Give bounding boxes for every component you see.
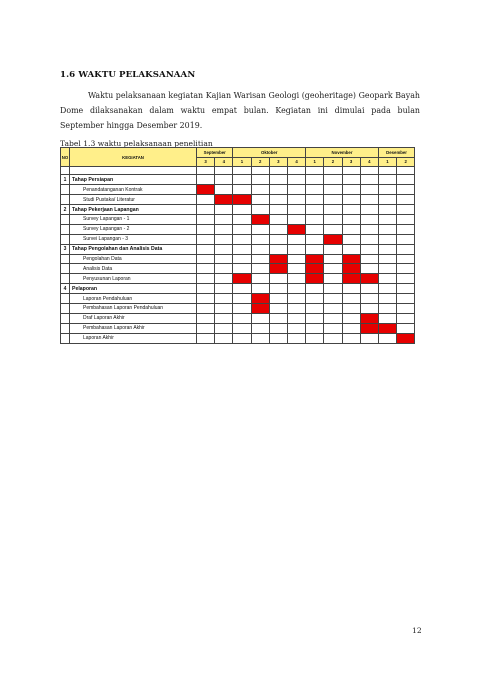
- schedule-cell: [397, 224, 415, 234]
- schedule-cell: [197, 313, 215, 323]
- schedule-cell: [287, 175, 305, 185]
- schedule-cell: [215, 175, 233, 185]
- schedule-cell-active: [306, 264, 324, 274]
- schedule-cell: [233, 294, 251, 304]
- schedule-cell: [342, 294, 360, 304]
- schedule-cell: [378, 205, 396, 215]
- schedule-cell: [324, 333, 342, 343]
- schedule-cell: [360, 195, 378, 205]
- activity-label: Pelaporan: [70, 284, 197, 294]
- activity-row: [61, 214, 415, 224]
- schedule-cell: [397, 323, 415, 333]
- schedule-cell: [287, 205, 305, 215]
- schedule-cell: [233, 333, 251, 343]
- schedule-cell: [287, 294, 305, 304]
- schedule-cell: [251, 333, 269, 343]
- schedule-cell-active: [251, 303, 269, 313]
- schedule-cell: [324, 175, 342, 185]
- week-header: 2: [251, 157, 269, 167]
- week-header: 3: [269, 157, 287, 167]
- schedule-cell: [342, 195, 360, 205]
- schedule-cell: [233, 313, 251, 323]
- schedule-cell: [360, 205, 378, 215]
- schedule-cell: [215, 224, 233, 234]
- schedule-cell: [197, 323, 215, 333]
- schedule-cell: [360, 294, 378, 304]
- schedule-cell: [215, 214, 233, 224]
- schedule-cell-active: [233, 195, 251, 205]
- spacer-cell: [233, 167, 251, 175]
- row-number: 3: [61, 244, 70, 254]
- schedule-cell: [378, 294, 396, 304]
- stage-row: [61, 244, 415, 254]
- week-header: 1: [233, 157, 251, 167]
- activity-label: Laporan Akhir: [70, 333, 197, 343]
- schedule-cell: [378, 274, 396, 284]
- schedule-cell: [378, 313, 396, 323]
- schedule-cell: [215, 264, 233, 274]
- schedule-cell-active: [251, 294, 269, 304]
- week-header: 4: [360, 157, 378, 167]
- schedule-cell: [342, 313, 360, 323]
- row-number: [61, 264, 70, 274]
- body-paragraph: [60, 88, 420, 133]
- schedule-cell: [215, 185, 233, 195]
- activity-label: Tahap Persiapan: [70, 175, 197, 185]
- paragraph-text: Waktu pelaksanaan kegiatan Kajian Warisan Geologi (geoheritage) Geopark Bayah Dome dilaksanakan dalam waktu empat bulan. Kegiatan ini dimulai pada bulan September hingga Desember 2019.: [60, 91, 420, 130]
- schedule-cell-active: [360, 323, 378, 333]
- schedule-cell-active: [233, 274, 251, 284]
- schedule-cell: [360, 333, 378, 343]
- schedule-cell: [269, 205, 287, 215]
- schedule-cell: [342, 244, 360, 254]
- activity-label: Pengolahan Data: [70, 254, 197, 264]
- schedule-cell: [269, 234, 287, 244]
- schedule-cell: [397, 303, 415, 313]
- schedule-cell: [215, 205, 233, 215]
- week-header: 4: [215, 157, 233, 167]
- schedule-cell: [197, 214, 215, 224]
- schedule-cell-active: [342, 254, 360, 264]
- schedule-cell: [287, 323, 305, 333]
- schedule-cell-active: [397, 333, 415, 343]
- row-number: [61, 224, 70, 234]
- schedule-cell: [360, 264, 378, 274]
- schedule-cell: [360, 234, 378, 244]
- row-number: 2: [61, 205, 70, 215]
- spacer-cell: [269, 167, 287, 175]
- schedule-cell: [251, 323, 269, 333]
- schedule-cell: [342, 234, 360, 244]
- schedule-cell: [397, 244, 415, 254]
- schedule-cell: [360, 303, 378, 313]
- schedule-cell: [251, 205, 269, 215]
- schedule-cell: [397, 254, 415, 264]
- schedule-cell: [197, 274, 215, 284]
- row-number: [61, 185, 70, 195]
- schedule-cell: [197, 205, 215, 215]
- schedule-cell: [306, 244, 324, 254]
- table-caption: Tabel 1.3 waktu pelaksanaan penelitian: [60, 139, 213, 148]
- schedule-cell: [324, 195, 342, 205]
- schedule-cell: [215, 333, 233, 343]
- week-header: 3: [342, 157, 360, 167]
- header-kegiatan: KEGIATAN: [70, 148, 197, 167]
- spacer-cell: [324, 167, 342, 175]
- header-no: NO: [61, 148, 70, 167]
- activity-label: Studi Pustaka/ Literatur: [70, 195, 197, 205]
- spacer-cell: [287, 167, 305, 175]
- week-header: 3: [197, 157, 215, 167]
- schedule-cell: [306, 294, 324, 304]
- schedule-cell: [306, 224, 324, 234]
- schedule-cell: [197, 244, 215, 254]
- schedule-cell: [287, 333, 305, 343]
- schedule-cell: [251, 224, 269, 234]
- schedule-cell: [324, 224, 342, 234]
- row-number: [61, 214, 70, 224]
- schedule-cell: [360, 214, 378, 224]
- schedule-cell-active: [342, 274, 360, 284]
- schedule-cell: [378, 254, 396, 264]
- schedule-cell: [306, 323, 324, 333]
- schedule-cell: [397, 175, 415, 185]
- activity-label: Draf Laporan Akhir: [70, 313, 197, 323]
- schedule-cell-active: [360, 274, 378, 284]
- schedule-cell: [397, 274, 415, 284]
- schedule-cell: [306, 175, 324, 185]
- schedule-cell: [215, 234, 233, 244]
- schedule-cell: [287, 284, 305, 294]
- schedule-cell-active: [306, 274, 324, 284]
- schedule-cell: [197, 333, 215, 343]
- schedule-cell: [197, 303, 215, 313]
- activity-label: Tahap Pengolahan dan Analisis Data: [70, 244, 197, 254]
- activity-label: Pembahasan Laporan Pendahuluan: [70, 303, 197, 313]
- schedule-cell: [233, 205, 251, 215]
- schedule-cell: [251, 175, 269, 185]
- schedule-cell: [378, 224, 396, 234]
- schedule-cell: [233, 284, 251, 294]
- row-number: 4: [61, 284, 70, 294]
- schedule-cell: [324, 303, 342, 313]
- row-number: [61, 294, 70, 304]
- schedule-cell: [324, 214, 342, 224]
- activity-label: Pembahasan Laporan Akhir: [70, 323, 197, 333]
- activity-label: Analisis Data: [70, 264, 197, 274]
- spacer-cell: [215, 167, 233, 175]
- schedule-cell: [378, 333, 396, 343]
- schedule-cell: [197, 224, 215, 234]
- activity-row: [61, 234, 415, 244]
- schedule-cell-active: [324, 234, 342, 244]
- schedule-cell: [251, 274, 269, 284]
- schedule-cell: [342, 284, 360, 294]
- schedule-cell-active: [215, 195, 233, 205]
- schedule-cell: [269, 185, 287, 195]
- activity-row: [61, 323, 415, 333]
- schedule-cell: [251, 244, 269, 254]
- schedule-cell: [324, 323, 342, 333]
- schedule-cell: [378, 195, 396, 205]
- schedule-cell: [269, 175, 287, 185]
- schedule-cell: [233, 224, 251, 234]
- schedule-cell: [324, 254, 342, 264]
- schedule-cell: [251, 264, 269, 274]
- schedule-cell-active: [378, 323, 396, 333]
- schedule-cell: [360, 175, 378, 185]
- activity-label: Survey Lapangan - 2: [70, 224, 197, 234]
- week-header: 2: [324, 157, 342, 167]
- schedule-cell: [215, 244, 233, 254]
- schedule-cell: [324, 185, 342, 195]
- schedule-cell: [197, 254, 215, 264]
- schedule-cell: [197, 284, 215, 294]
- row-number: [61, 274, 70, 284]
- schedule-cell: [324, 284, 342, 294]
- schedule-cell: [306, 214, 324, 224]
- schedule-cell: [269, 224, 287, 234]
- row-number: [61, 254, 70, 264]
- schedule-cell-active: [287, 224, 305, 234]
- schedule-cell: [287, 264, 305, 274]
- row-number: [61, 333, 70, 343]
- activity-row: [61, 195, 415, 205]
- activity-label: Survei Lapangan - 3: [70, 234, 197, 244]
- week-header: 1: [378, 157, 396, 167]
- schedule-cell: [324, 313, 342, 323]
- section-heading: 1.6 WAKTU PELAKSANAAN: [60, 70, 196, 80]
- schedule-cell: [342, 224, 360, 234]
- schedule-cell: [215, 303, 233, 313]
- spacer-row: [61, 167, 415, 175]
- stage-row: [61, 284, 415, 294]
- schedule-cell: [269, 303, 287, 313]
- activity-label: Tahap Pekerjaan Lapangan: [70, 205, 197, 215]
- schedule-body: [61, 167, 415, 343]
- schedule-cell: [215, 313, 233, 323]
- schedule-cell: [233, 214, 251, 224]
- month-header-september: September: [197, 148, 233, 158]
- activity-row: [61, 254, 415, 264]
- schedule-cell-active: [269, 254, 287, 264]
- schedule-cell: [197, 294, 215, 304]
- activity-row: [61, 185, 415, 195]
- activity-label: Penyusunan Laporan: [70, 274, 197, 284]
- schedule-cell: [287, 214, 305, 224]
- month-header-oktober: Oktober: [233, 148, 306, 158]
- schedule-cell: [251, 254, 269, 264]
- schedule-cell: [378, 185, 396, 195]
- activity-row: [61, 274, 415, 284]
- schedule-cell: [251, 234, 269, 244]
- schedule-cell: [197, 234, 215, 244]
- schedule-cell: [342, 303, 360, 313]
- schedule-cell: [306, 313, 324, 323]
- schedule-cell-active: [251, 214, 269, 224]
- schedule-cell: [306, 195, 324, 205]
- spacer-cell: [197, 167, 215, 175]
- schedule-cell: [287, 274, 305, 284]
- schedule-cell: [197, 264, 215, 274]
- schedule-cell: [360, 284, 378, 294]
- stage-row: [61, 205, 415, 215]
- schedule-cell: [324, 244, 342, 254]
- schedule-cell: [306, 333, 324, 343]
- schedule-cell: [397, 195, 415, 205]
- schedule-cell: [397, 313, 415, 323]
- schedule-cell: [251, 195, 269, 205]
- schedule-cell: [397, 284, 415, 294]
- schedule-cell: [287, 244, 305, 254]
- schedule-cell: [269, 284, 287, 294]
- schedule-cell: [324, 294, 342, 304]
- month-header-november: November: [306, 148, 379, 158]
- schedule-cell: [215, 294, 233, 304]
- activity-row: [61, 224, 415, 234]
- schedule-cell: [324, 274, 342, 284]
- schedule-cell: [360, 244, 378, 254]
- row-number: [61, 313, 70, 323]
- schedule-cell: [251, 284, 269, 294]
- schedule-cell: [251, 185, 269, 195]
- schedule-cell: [397, 264, 415, 274]
- schedule-cell: [287, 195, 305, 205]
- schedule-cell: [269, 294, 287, 304]
- schedule-cell: [233, 264, 251, 274]
- schedule-cell: [306, 205, 324, 215]
- spacer-cell: [306, 167, 324, 175]
- spacer-cell: [70, 167, 197, 175]
- schedule-table: [60, 147, 415, 344]
- schedule-cell: [397, 214, 415, 224]
- schedule-cell: [233, 303, 251, 313]
- activity-row: [61, 264, 415, 274]
- schedule-cell: [306, 234, 324, 244]
- spacer-cell: [397, 167, 415, 175]
- schedule-cell: [360, 185, 378, 195]
- schedule-cell: [378, 234, 396, 244]
- schedule-cell: [306, 303, 324, 313]
- row-number: 1: [61, 175, 70, 185]
- schedule-cell: [197, 175, 215, 185]
- activity-label: Laporan Pendahuluan: [70, 294, 197, 304]
- schedule-cell: [306, 185, 324, 195]
- row-number: [61, 303, 70, 313]
- schedule-cell: [378, 303, 396, 313]
- schedule-cell: [360, 224, 378, 234]
- activity-label: Penandatanganan Kontrak: [70, 185, 197, 195]
- schedule-cell: [397, 294, 415, 304]
- schedule-cell: [233, 244, 251, 254]
- schedule-cell: [233, 323, 251, 333]
- spacer-cell: [360, 167, 378, 175]
- schedule-cell: [233, 175, 251, 185]
- schedule-cell: [324, 205, 342, 215]
- schedule-cell: [306, 284, 324, 294]
- spacer-cell: [378, 167, 396, 175]
- schedule-cell: [269, 333, 287, 343]
- spacer-cell: [61, 167, 70, 175]
- schedule-cell-active: [342, 264, 360, 274]
- schedule-cell: [342, 205, 360, 215]
- month-header-desember: Desember: [378, 148, 414, 158]
- schedule-cell: [397, 205, 415, 215]
- schedule-cell: [342, 214, 360, 224]
- schedule-cell-active: [306, 254, 324, 264]
- week-header: 1: [306, 157, 324, 167]
- schedule-cell: [378, 175, 396, 185]
- month-header-row: [61, 148, 415, 158]
- schedule-cell: [215, 254, 233, 264]
- schedule-cell: [215, 323, 233, 333]
- activity-row: [61, 294, 415, 304]
- schedule-cell: [269, 274, 287, 284]
- row-number: [61, 195, 70, 205]
- schedule-cell: [342, 323, 360, 333]
- spacer-cell: [251, 167, 269, 175]
- schedule-cell-active: [269, 264, 287, 274]
- schedule-cell-active: [360, 313, 378, 323]
- row-number: [61, 323, 70, 333]
- week-header: 2: [397, 157, 415, 167]
- schedule-cell: [269, 214, 287, 224]
- schedule-cell: [197, 195, 215, 205]
- schedule-cell: [342, 333, 360, 343]
- schedule-cell: [233, 185, 251, 195]
- activity-label: Survey Lapangan - 1: [70, 214, 197, 224]
- schedule-cell: [287, 313, 305, 323]
- schedule-cell: [233, 254, 251, 264]
- schedule-cell: [378, 214, 396, 224]
- schedule-cell: [342, 185, 360, 195]
- schedule-cell-active: [197, 185, 215, 195]
- row-number: [61, 234, 70, 244]
- schedule-cell: [269, 323, 287, 333]
- schedule-cell: [215, 274, 233, 284]
- stage-row: [61, 175, 415, 185]
- schedule-cell: [378, 284, 396, 294]
- schedule-cell: [287, 303, 305, 313]
- schedule-cell: [378, 244, 396, 254]
- schedule-cell: [287, 254, 305, 264]
- week-header: 4: [287, 157, 305, 167]
- schedule-cell: [287, 234, 305, 244]
- schedule-cell: [397, 234, 415, 244]
- activity-row: [61, 303, 415, 313]
- schedule-cell: [324, 264, 342, 274]
- spacer-cell: [342, 167, 360, 175]
- schedule-cell: [360, 254, 378, 264]
- schedule-cell: [378, 264, 396, 274]
- schedule-cell: [251, 313, 269, 323]
- activity-row: [61, 313, 415, 323]
- schedule-cell: [287, 185, 305, 195]
- schedule-cell: [269, 244, 287, 254]
- schedule-cell: [269, 313, 287, 323]
- page-number: 12: [412, 626, 422, 635]
- schedule-cell: [342, 175, 360, 185]
- schedule-cell: [397, 185, 415, 195]
- schedule-cell: [215, 284, 233, 294]
- schedule-cell: [269, 195, 287, 205]
- schedule-cell: [233, 234, 251, 244]
- activity-row: [61, 333, 415, 343]
